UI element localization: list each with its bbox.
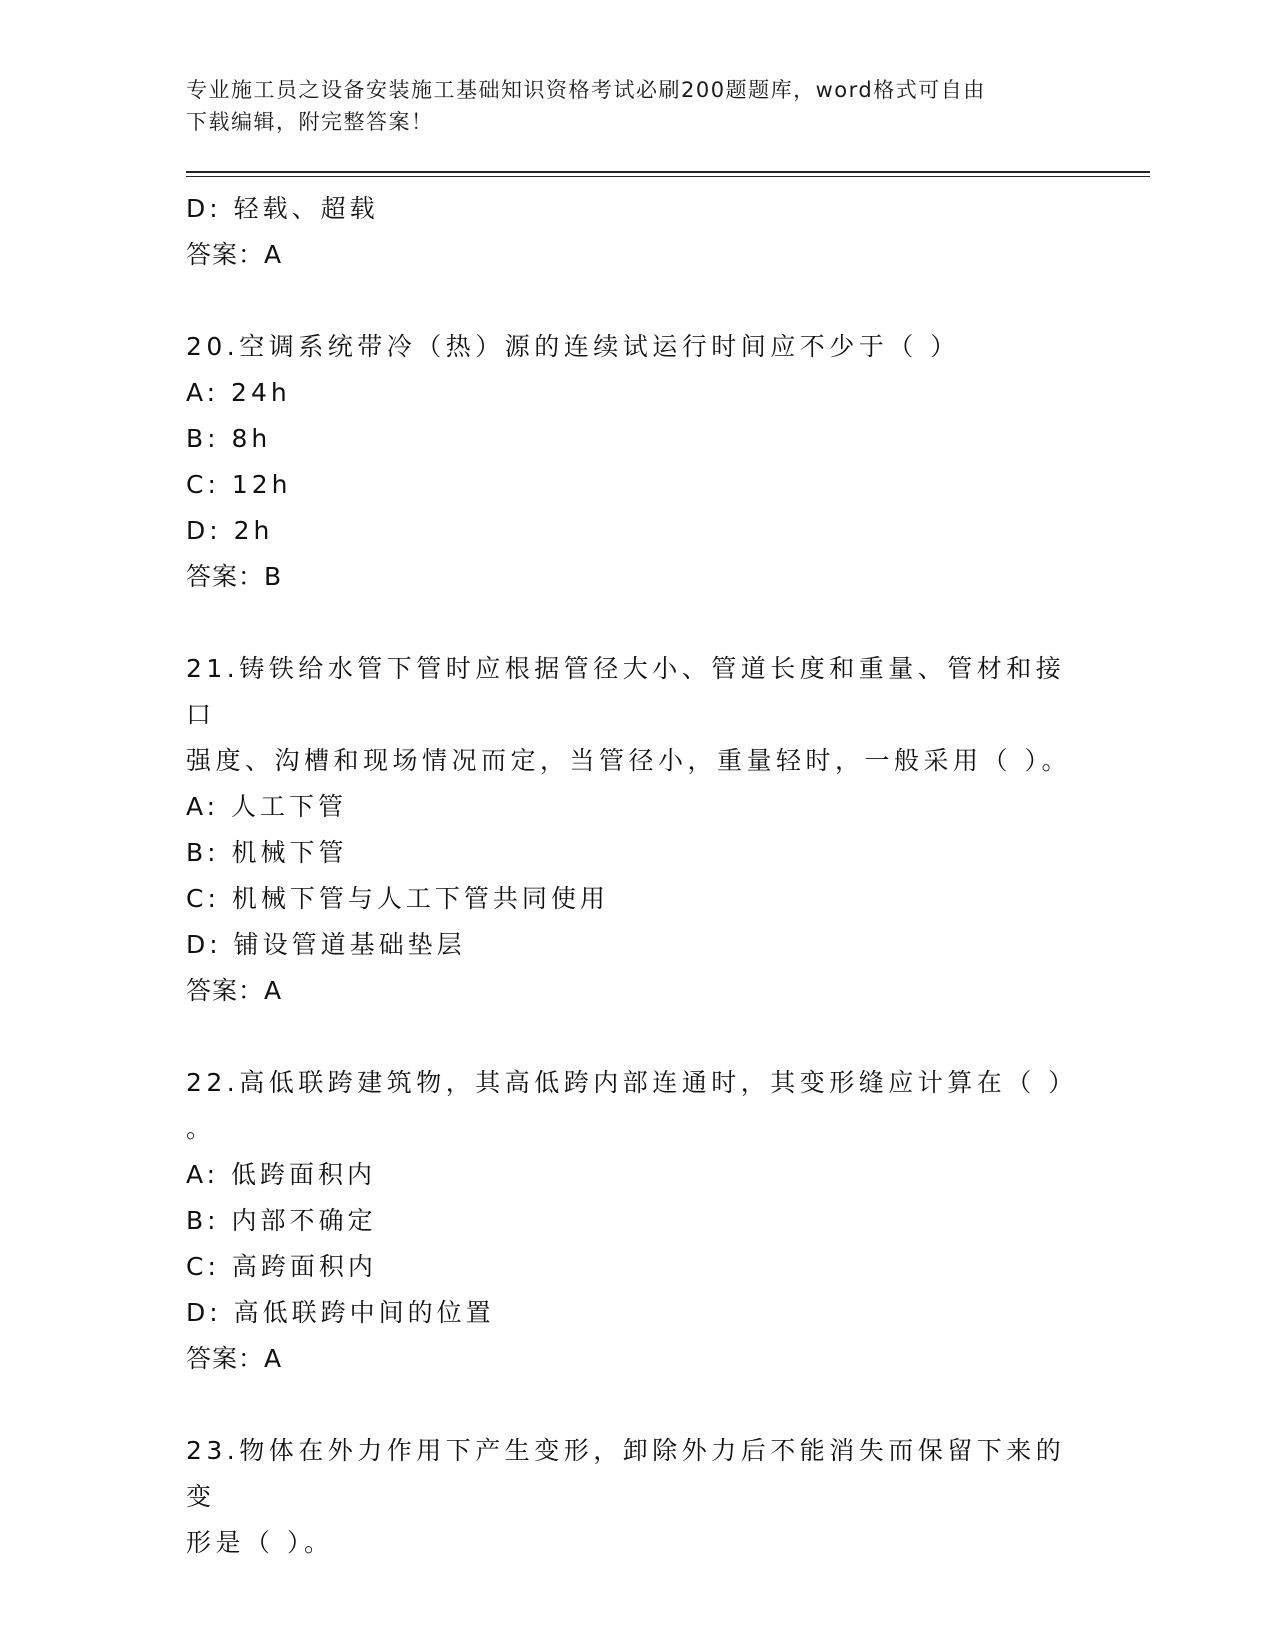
question-text: 20.空调系统带冷（热）源的连续试运行时间应不少于（ ） bbox=[186, 332, 960, 361]
option-a: A: 低跨面积内 bbox=[186, 1160, 377, 1189]
question-text-line1: 22.高低联跨建筑物，其高低跨内部连通时，其变形缝应计算在（ ） bbox=[186, 1068, 1078, 1097]
header-divider-top bbox=[186, 171, 1150, 173]
question-list bbox=[186, 186, 1086, 1566]
answer-line: 答案：A bbox=[186, 976, 283, 1005]
header-divider-bottom bbox=[186, 176, 1150, 177]
question-22 bbox=[186, 1060, 1086, 1382]
option-c: C: 高跨面积内 bbox=[186, 1252, 377, 1281]
option-a: A: 人工下管 bbox=[186, 792, 348, 821]
answer-line: 答案：A bbox=[186, 240, 283, 269]
question-20 bbox=[186, 324, 1086, 600]
question-23 bbox=[186, 1428, 1086, 1566]
question-21 bbox=[186, 646, 1086, 1014]
option-b: B: 内部不确定 bbox=[186, 1206, 377, 1235]
header-title-line1: 专业施工员之设备安装施工基础知识资格考试必刷200题题库，word格式可自由 bbox=[186, 78, 986, 102]
option-d: D: 轻载、超载 bbox=[186, 194, 379, 223]
option-d: D: 铺设管道基础垫层 bbox=[186, 930, 466, 959]
header-title-line2: 下载编辑，附完整答案！ bbox=[186, 110, 434, 134]
document-header bbox=[186, 74, 1086, 138]
option-d: D: 高低联跨中间的位置 bbox=[186, 1298, 495, 1327]
answer-line: 答案：B bbox=[186, 562, 283, 591]
question-text-line2: 。 bbox=[186, 1114, 216, 1143]
option-c: C: 机械下管与人工下管共同使用 bbox=[186, 884, 609, 913]
option-c: C: 12h bbox=[186, 470, 292, 499]
option-d: D: 2h bbox=[186, 516, 274, 545]
question-text-line1: 21.铸铁给水管下管时应根据管径大小、管道长度和重量、管材和接口 bbox=[186, 654, 1066, 729]
previous-question-tail bbox=[186, 186, 1086, 278]
question-text-line1: 23.物体在外力作用下产生变形，卸除外力后不能消失而保留下来的变 bbox=[186, 1436, 1066, 1511]
answer-line: 答案：A bbox=[186, 1344, 283, 1373]
option-b: B: 机械下管 bbox=[186, 838, 348, 867]
question-text-line2: 强度、沟槽和现场情况而定，当管径小，重量轻时，一般采用（ ）。 bbox=[186, 746, 1071, 775]
option-a: A: 24h bbox=[186, 378, 291, 407]
question-text-line2: 形是（ ）。 bbox=[186, 1528, 334, 1557]
option-b: B: 8h bbox=[186, 424, 272, 453]
